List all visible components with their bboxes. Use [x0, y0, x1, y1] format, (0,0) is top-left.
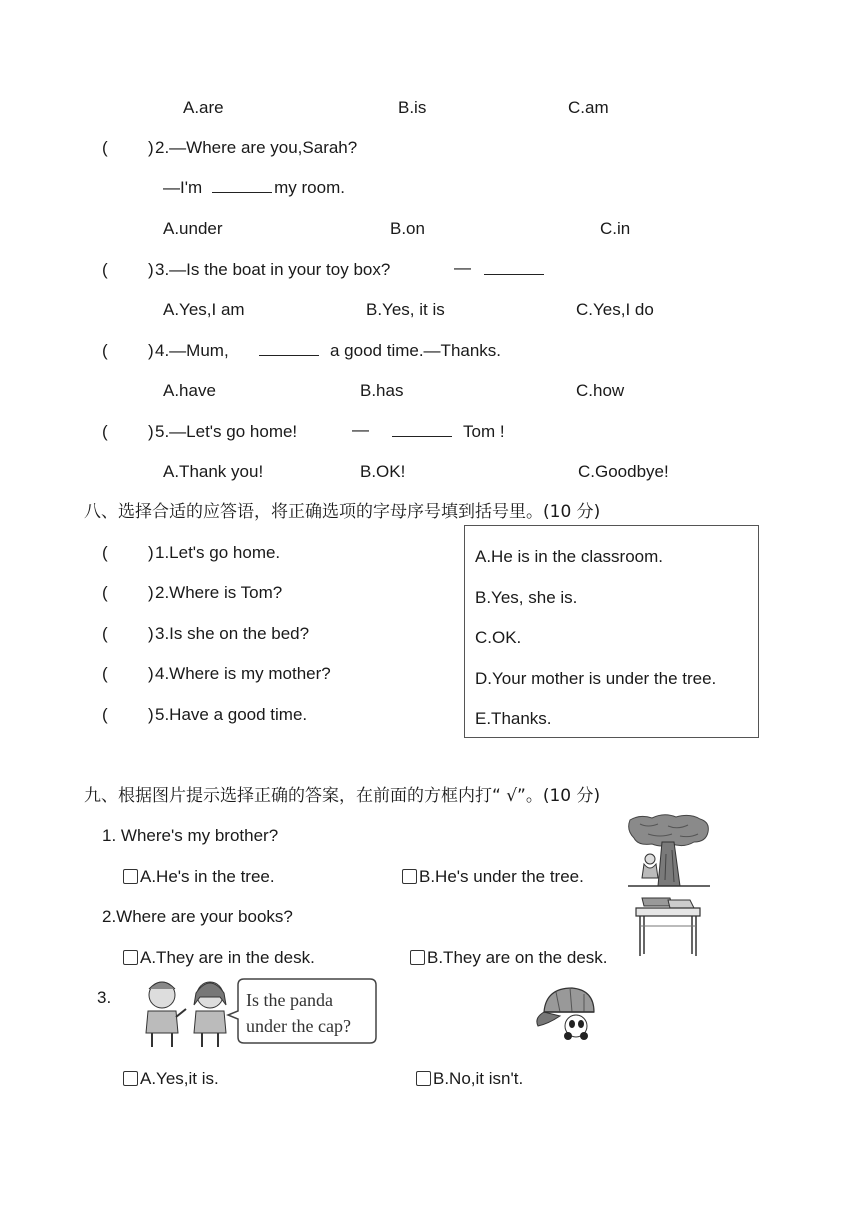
- q2-blank[interactable]: [212, 178, 272, 193]
- s8-question-1: 1.Let's go home.: [155, 543, 281, 562]
- tree-boy-image: [628, 814, 710, 888]
- q3-option-a: A.Yes,I am: [163, 300, 245, 319]
- q2-paren-right: ): [148, 138, 154, 157]
- q3-stem: 3.—Is the boat in your toy box?: [155, 260, 391, 279]
- q5-option-c: C.Goodbye!: [578, 462, 669, 481]
- s8-q1-paren-right: ): [148, 543, 154, 562]
- q4-option-b: B.has: [360, 381, 404, 400]
- q2-answer-prefix: —I'm: [163, 178, 203, 197]
- q3-paren-right: ): [148, 260, 154, 279]
- q3-dash: —: [454, 258, 471, 277]
- s8-q2-paren-left: (: [102, 583, 108, 602]
- s9-q1-checkbox-b[interactable]: [402, 869, 417, 884]
- s9-q2-option-b-label: B.They are on the desk.: [427, 948, 608, 967]
- q5-blank-wrap: [392, 422, 452, 442]
- q2-option-a: A.under: [163, 219, 223, 238]
- answer-option-c: C.OK.: [475, 628, 522, 647]
- s9-q1-option-a: [123, 867, 275, 887]
- q2-option-c: C.in: [600, 219, 631, 238]
- s9-q3-number: 3.: [97, 988, 112, 1007]
- q5-paren-right: ): [148, 422, 154, 441]
- q3-blank-wrap: [484, 260, 544, 280]
- children-speech-image: [140, 975, 380, 1049]
- q3-option-b: B.Yes, it is: [366, 300, 445, 319]
- s9-q1-checkbox-a[interactable]: [123, 869, 138, 884]
- s9-q2-option-a-label: A.They are in the desk.: [140, 948, 315, 967]
- q5-dash: —: [352, 420, 369, 439]
- q1-option-b: B.is: [398, 98, 427, 117]
- q5-option-a: A.Thank you!: [163, 462, 264, 481]
- s9-q2-stem: 2.Where are your books?: [102, 907, 293, 926]
- q4-paren-right: ): [148, 341, 154, 360]
- s9-q2-checkbox-a[interactable]: [123, 950, 138, 965]
- q3-blank[interactable]: [484, 260, 544, 275]
- s8-q3-paren-right: ): [148, 624, 154, 643]
- desk-books-image: [632, 892, 704, 960]
- q2-stem: 2.—Where are you,Sarah?: [155, 138, 358, 157]
- q3-paren-left: (: [102, 260, 108, 279]
- s8-q1-paren-left: (: [102, 543, 108, 562]
- answer-option-d: D.Your mother is under the tree.: [475, 669, 717, 688]
- s9-q3-checkbox-b[interactable]: [416, 1071, 431, 1086]
- s9-q3-option-b-label: B.No,it isn't.: [433, 1069, 524, 1088]
- q1-option-a: A.are: [183, 98, 224, 117]
- q4-option-c: C.how: [576, 381, 625, 400]
- s9-q2-option-a: [123, 948, 315, 968]
- s8-q5-paren-left: (: [102, 705, 108, 724]
- q5-paren-left: (: [102, 422, 108, 441]
- s9-q2-option-b: [410, 948, 608, 968]
- bubble-line-2: under the cap?: [246, 1016, 351, 1036]
- q2-option-b: B.on: [390, 219, 425, 238]
- q1-option-c: C.am: [568, 98, 609, 117]
- q2-paren-left: (: [102, 138, 108, 157]
- q5-after-blank: Tom !: [463, 422, 505, 441]
- q2-answer-suffix: my room.: [274, 178, 345, 197]
- q5-stem: 5.—Let's go home!: [155, 422, 298, 441]
- s9-q1-option-b-label: B.He's under the tree.: [419, 867, 584, 886]
- s8-q2-paren-right: ): [148, 583, 154, 602]
- q4-stem-b: a good time.—Thanks.: [330, 341, 502, 360]
- q4-blank-wrap: [259, 341, 319, 361]
- s9-q3-option-a-label: A.Yes,it is.: [140, 1069, 219, 1088]
- s9-q3-checkbox-a[interactable]: [123, 1071, 138, 1086]
- s9-q1-option-a-label: A.He's in the tree.: [140, 867, 275, 886]
- s8-q4-paren-right: ): [148, 664, 154, 683]
- answer-option-b: B.Yes, she is.: [475, 588, 578, 607]
- section-8-heading: 八、选择合适的应答语，将正确选项的字母序号填到括号里。(10 分): [84, 502, 601, 522]
- answer-option-a: A.He is in the classroom.: [475, 547, 664, 566]
- s9-q2-checkbox-b[interactable]: [410, 950, 425, 965]
- s9-q3-option-a: [123, 1069, 219, 1089]
- s8-question-3: 3.Is she on the bed?: [155, 624, 310, 643]
- q2-answer-line: [163, 178, 345, 198]
- q4-stem-a: 4.—Mum,: [155, 341, 229, 360]
- q4-option-a: A.have: [163, 381, 216, 400]
- q4-paren-left: (: [102, 341, 108, 360]
- cap-panda-image: [530, 982, 602, 1046]
- s8-question-4: 4.Where is my mother?: [155, 664, 331, 683]
- q3-option-c: C.Yes,I do: [576, 300, 654, 319]
- section-9-heading: 九、根据图片提示选择正确的答案，在前面的方框内打“ √”。(10 分): [84, 786, 601, 806]
- s8-question-2: 2.Where is Tom?: [155, 583, 283, 602]
- s8-q4-paren-left: (: [102, 664, 108, 683]
- s9-q1-stem: 1. Where's my brother?: [102, 826, 279, 845]
- s8-question-5: 5.Have a good time.: [155, 705, 308, 724]
- s9-q1-option-b: [402, 867, 584, 887]
- s9-q3-option-b: [416, 1069, 523, 1089]
- q4-blank[interactable]: [259, 341, 319, 356]
- q5-option-b: B.OK!: [360, 462, 406, 481]
- s8-q3-paren-left: (: [102, 624, 108, 643]
- q5-blank[interactable]: [392, 422, 452, 437]
- bubble-line-1: Is the panda: [246, 990, 333, 1010]
- answer-option-e: E.Thanks.: [475, 709, 552, 728]
- s8-q5-paren-right: ): [148, 705, 154, 724]
